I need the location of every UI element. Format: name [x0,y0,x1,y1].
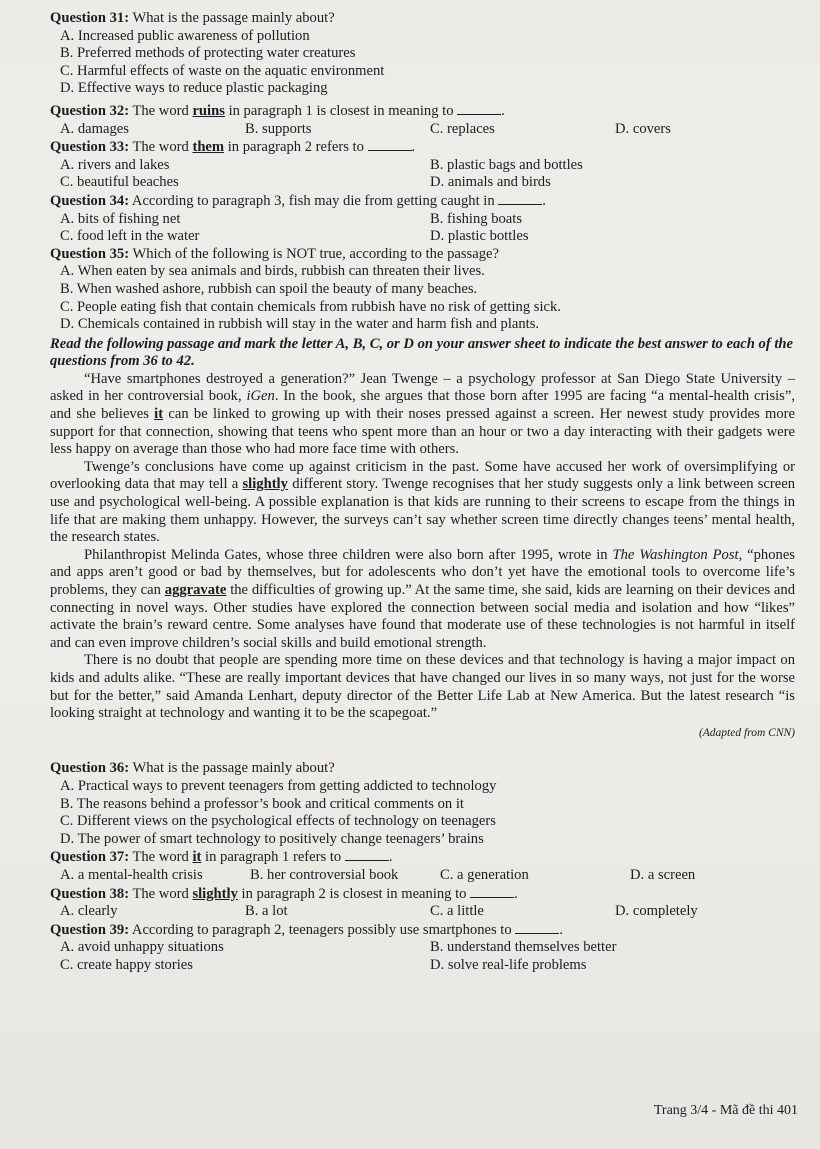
option-b[interactable]: B. When washed ashore, rubbish can spoil the beauty of many beaches. [60,280,478,297]
question-text-before: The word [132,102,189,119]
question-text-after: in paragraph 2 is closest in meaning to [241,885,467,902]
paragraph-2-text-b: different story. Twenge recognises that her study suggests only a link between screen use and psychological well-being. A possible explanation is that kids are running to their screens to escape from the things in life that are making them unhappy. However, the surveys can’t say whether screen time directly changes teens’ mental health, the research states. [50,476,796,546]
question-37: Question 37: The word it in paragraph 1 refers to . A. a mental-health crisis B. her controversial book C. a generation D. a screen [50,848,795,884]
option-b[interactable]: B. The reasons behind a professor’s book and critical comments on it [60,795,464,812]
option-a[interactable]: A. Practical ways to prevent teenagers from getting addicted to technology [60,777,497,794]
question-text: What is the passage mainly about? [132,10,335,26]
keyword-slightly: slightly [242,476,288,493]
question-text: According to paragraph 3, fish may die from getting caught in [131,192,495,209]
option-b[interactable]: B. supports [245,120,312,137]
option-c[interactable]: C. food left in the water [60,228,200,245]
option-d[interactable]: D. Effective ways to reduce plastic packaging [60,80,328,97]
question-38: Question 38: The word slightly in paragraph 2 is closest in meaning to . A. clearly B. a lot C. a little D. completely [50,885,795,921]
paragraph-3-text-b: , “phones and apps aren’t good or bad by themselves, but for adolescents who don’t yet have the emotional tools to overcome life’s problems, they can [50,546,795,598]
keyword-ruins: ruins [192,102,225,119]
question-33: Question 33: The word them in paragraph 2 refers to . A. rivers and lakes B. plastic bags and bottles C. beautiful beaches D. animals and birds [50,138,795,192]
question-label: Question 37: [50,849,130,866]
question-text-after: in paragraph 1 refers to [205,849,342,866]
answer-blank [515,921,559,934]
option-a[interactable]: A. avoid unhappy situations [60,939,224,956]
question-39: Question 39: According to paragraph 2, teenagers possibly use smartphones to . A. avoid unhappy situations B. understand themselves better C. create happy stories D. solve real-life problems [50,921,795,975]
option-c[interactable]: C. Different views on the psychological effects of technology on teenagers [60,813,496,830]
paragraph-4 [50,652,795,722]
option-d[interactable]: D. animals and birds [430,174,551,191]
option-a[interactable]: A. bits of fishing net [60,210,181,227]
option-b[interactable]: B. Preferred methods of protecting water creatures [60,45,356,62]
option-c[interactable]: C. replaces [430,120,495,137]
exam-content [50,10,795,974]
option-d[interactable]: D. Chemicals contained in rubbish will stay in the water and harm fish and plants. [60,316,540,333]
question-text-after: in paragraph 2 refers to [227,139,364,156]
keyword-it: it [192,849,202,866]
question-label: Question 39: [50,921,130,938]
option-d[interactable]: D. covers [615,120,671,137]
option-c[interactable]: C. People eating fish that contain chemicals from rubbish have no risk of getting sick. [60,298,561,315]
reading-instruction: Read the following passage and mark the letter A, B, C, or D on your answer sheet to indicate the best answer to each of the questions from 36 to 42. [50,335,793,370]
question-text-before: The word [132,139,189,156]
question-label: Question 34: [50,192,130,209]
question-36 [50,760,795,848]
option-a[interactable]: A. clearly [60,903,118,920]
option-a[interactable]: A. Increased public awareness of pollution [60,27,310,44]
option-c[interactable]: C. a little [430,903,484,920]
option-d[interactable]: D. solve real-life problems [430,956,587,973]
option-b[interactable]: B. fishing boats [430,210,523,227]
paragraph-2 [50,459,795,547]
question-label: Question 36: [50,760,130,777]
answer-blank [368,138,412,151]
option-c[interactable]: C. create happy stories [60,956,193,973]
keyword-them: them [192,139,225,156]
keyword-aggravate: aggravate [164,582,227,598]
question-35 [50,246,795,334]
option-a[interactable]: A. damages [60,120,129,137]
passage-source: (Adapted from CNN) [698,726,795,739]
paragraph-1-text-b: . In the book, she argues that those born after 1995 are facing “a mental-health crisis”, and she believes [50,388,795,423]
paragraph-1-text-a: “Have smartphones destroyed a generation?” Jean Twenge – a psychology professor at San Diego State University – asked in her controversial book, [50,370,795,405]
option-b[interactable]: B. her controversial book [250,866,399,883]
question-34: Question 34: According to paragraph 3, fish may die from getting caught in . A. bits of fishing net B. fishing boats C. food left in the water D. plastic bottles [50,192,795,246]
answer-blank [345,848,389,861]
paragraph-1-text-c: can be linked to growing up with their noses pressed against a screen. Her newest study provides more support for that connection, showing that teens who spent more than an hour or two a day interacting with their gadgets were less happy on average than those who had more face time with others. [50,406,795,458]
answer-blank [470,885,514,898]
question-text: Which of the following is NOT true, according to the passage? [132,245,499,262]
paragraph-3-text-c: the difficulties of growing up.” At the same time, she said, kids are learning on their devices and connecting in novel ways. Other studies have explored the connection between social media and isolation and how “likes” activate the brain’s reward centre. Some analyses have found that moderate use of these technologies is not harmful in itself and can even improve children’s social skills and build emotional strength. [50,582,796,651]
answer-blank [498,192,542,205]
option-d[interactable]: D. a screen [630,866,696,883]
option-c[interactable]: C. Harmful effects of waste on the aquatic environment [60,62,385,79]
question-label: Question 35: [50,245,130,262]
question-label: Question 31: [50,10,130,26]
question-text: According to paragraph 2, teenagers possibly use smartphones to [131,921,512,938]
option-c[interactable]: C. a generation [440,866,529,883]
question-text-before: The word [132,885,189,902]
option-a[interactable]: A. rivers and lakes [60,156,170,173]
option-d[interactable]: D. The power of smart technology to positively change teenagers’ brains [60,830,484,847]
paragraph-2-text-a: Twenge’s conclusions have come up against criticism in the past. Some have accused her work of oversimplifying or overlooking data that may tell a [50,458,795,493]
paragraph-3-text-a: Philanthropist Melinda Gates, whose three children were also born after 1995, wrote in [84,546,608,563]
paragraph-1 [50,371,795,459]
paragraph-3 [50,547,795,653]
question-text: What is the passage mainly about? [132,760,335,777]
keyword-it: it [154,406,164,423]
paragraph-4-text: There is no doubt that people are spending more time on these devices and that technology is having a major impact on kids and adults alike. “These are really important devices that have changed our lives in so many ways, not just for the worse but for the better,” said Amanda Lenhart, deputy director of the Better Life Lab at New America. But the latest research “is looking straight at technology and wanting it to be the scapegoat.” [50,652,795,722]
newspaper-title: The Washington Post [612,546,739,563]
question-label: Question 32: [50,102,130,119]
option-b[interactable]: B. a lot [245,903,288,920]
option-d[interactable]: D. completely [615,903,698,920]
option-a[interactable]: A. When eaten by sea animals and birds, rubbish can threaten their lives. [60,263,485,280]
book-title: iGen [246,388,275,405]
question-text-before: The word [132,849,189,866]
option-b[interactable]: B. understand themselves better [430,939,617,956]
option-a[interactable]: A. a mental-health crisis [60,866,203,883]
option-d[interactable]: D. plastic bottles [430,228,529,245]
question-32: Question 32: The word ruins in paragraph 1 is closest in meaning to . A. damages B. supports C. replaces D. covers [50,102,795,138]
question-31 [50,10,795,98]
question-label: Question 38: [50,885,130,902]
keyword-slightly: slightly [192,885,238,902]
question-text-after: in paragraph 1 is closest in meaning to [228,102,454,119]
question-label: Question 33: [50,139,130,156]
page-footer: Trang 3/4 - Mã đề thi 401 [653,1103,798,1118]
answer-blank [457,102,501,115]
option-c[interactable]: C. beautiful beaches [60,174,179,191]
reading-passage [50,371,795,742]
option-b[interactable]: B. plastic bags and bottles [430,156,583,173]
